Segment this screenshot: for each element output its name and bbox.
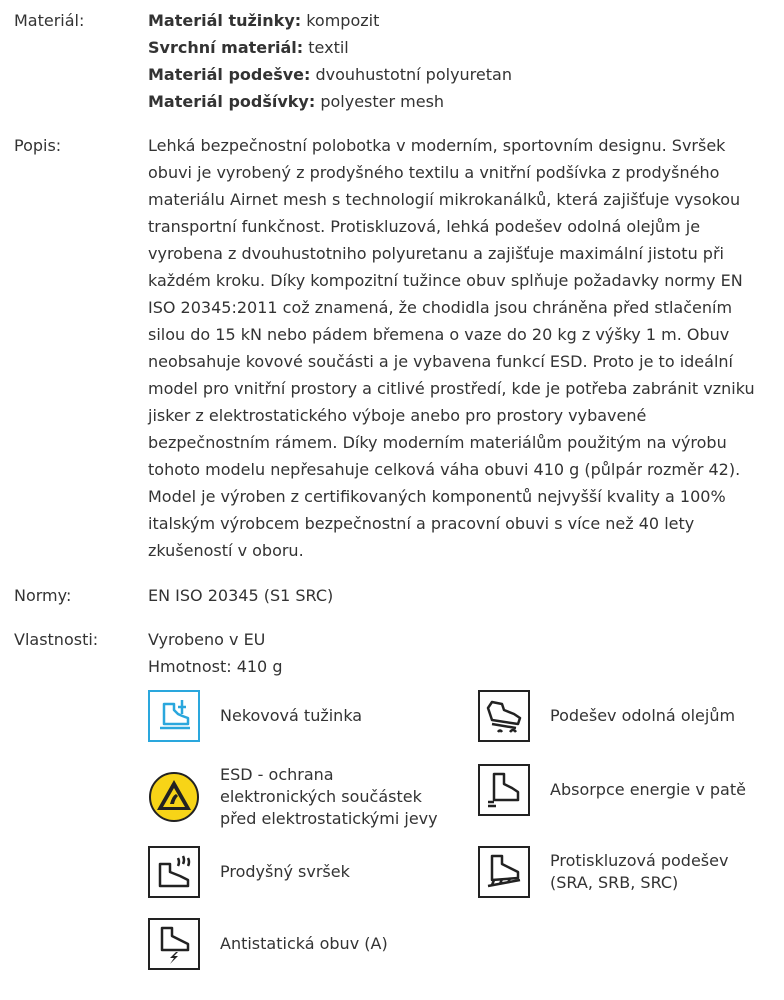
description-label: Popis: xyxy=(14,136,62,155)
feature-label-line: před elektrostatickými jevy xyxy=(220,809,438,828)
material-label: Materiál: xyxy=(14,11,85,30)
feature-item xyxy=(478,764,746,816)
property-line: Hmotnost: 410 g xyxy=(148,657,283,676)
feature-label xyxy=(220,705,362,727)
feature-item xyxy=(148,764,438,830)
feature-item xyxy=(148,690,362,742)
material-value: kompozit xyxy=(306,11,380,30)
material-key: Materiál tužinky: xyxy=(148,11,302,30)
feature-label-line: Nekovová tužinka xyxy=(220,706,363,725)
feature-item xyxy=(478,846,728,898)
anti-slip-sole-icon xyxy=(478,846,530,898)
property-line: Vyrobeno v EU xyxy=(148,630,266,649)
material-value: polyester mesh xyxy=(320,92,445,111)
norms-value: EN ISO 20345 (S1 SRC) xyxy=(148,586,334,605)
heel-energy-absorption-icon xyxy=(478,764,530,816)
feature-label-line: elektronických součástek xyxy=(220,787,422,806)
properties-values xyxy=(148,626,784,680)
esd-warning-icon xyxy=(148,771,200,823)
material-key: Materiál podšívky: xyxy=(148,92,316,111)
properties-label: Vlastnosti: xyxy=(14,630,99,649)
material-value: dvouhustotní polyuretan xyxy=(315,65,512,84)
material-values xyxy=(148,7,784,115)
feature-label-line: Prodyšný svršek xyxy=(220,862,350,881)
description-text: Lehká bezpečnostní polobotka v moderním, sportovním designu. Svršek obuvi je vyrobený z prodyšného textilu a vnitřní podšívka z prodyšného materiálu Airnet mesh s technologií mikrokanálků, která zajišťuje vysokou transportní funkčnost. Protiskluzová, lehká podešev odolná olejům je vyrobena z dvouhustotniho polyuretanu a zajišťuje maximální jistotu při každém kroku. Díky kompozitní tužince obuv splňuje požadavky normy EN ISO 20345:2011 což znamená, že chodidla jsou chráněna před stlačením silou do 15 kN nebo pádem břemena o vaze do 20 kg z výšky 1 m. Obuv neobsahuje kovové součásti a je vybavena funkcí ESD. Proto je to ideální model pro vnitřní prostory a citlivé prostředí, kde je potřeba zabránit vzniku jisker z elektrostatického výboje anebo pro prostory vybavené bezpečnostním rámem. Díky moderním materiálům použitým na výrobu tohoto modelu nepřesahuje celková váha obuvi 410 g (půlpár rozměr 42). Model je výroben z certifikovaných komponentů nejvyšší kvality a 100% italským výrobcem bezpečnostní a pracovní obuvi s více než 40 lety zkušeností v oboru. xyxy=(148,136,755,560)
properties-row xyxy=(0,626,784,680)
material-row xyxy=(0,0,784,115)
material-item xyxy=(148,7,770,34)
feature-label-line: (SRA, SRB, SRC) xyxy=(550,873,679,892)
oil-resistant-sole-icon xyxy=(478,690,530,742)
material-item xyxy=(148,88,770,115)
material-key: Materiál podešve: xyxy=(148,65,311,84)
feature-item xyxy=(478,690,735,742)
feature-label-line: Protiskluzová podešev xyxy=(550,851,729,870)
material-key: Svrchní materiál: xyxy=(148,38,304,57)
material-item xyxy=(148,34,770,61)
feature-item xyxy=(148,918,388,970)
feature-label xyxy=(550,705,735,727)
feature-label xyxy=(220,861,350,883)
feature-label xyxy=(550,850,728,894)
feature-item xyxy=(148,846,350,898)
norms-row xyxy=(0,582,784,609)
nonmetal-toecap-icon xyxy=(148,690,200,742)
feature-label-line: Antistatická obuv (A) xyxy=(220,934,388,953)
feature-label-line: ESD - ochrana xyxy=(220,765,334,784)
feature-label xyxy=(220,933,388,955)
feature-label xyxy=(220,764,438,830)
breathable-upper-icon xyxy=(148,846,200,898)
norms-label: Normy: xyxy=(14,586,72,605)
feature-icons xyxy=(148,690,784,980)
description-row xyxy=(0,132,784,564)
feature-label-line: Podešev odolná olejům xyxy=(550,706,736,725)
material-value: textil xyxy=(308,38,349,57)
antistatic-shoe-icon xyxy=(148,918,200,970)
feature-label xyxy=(550,779,746,801)
material-item xyxy=(148,61,770,88)
feature-label-line: Absorpce energie v patě xyxy=(550,780,746,799)
